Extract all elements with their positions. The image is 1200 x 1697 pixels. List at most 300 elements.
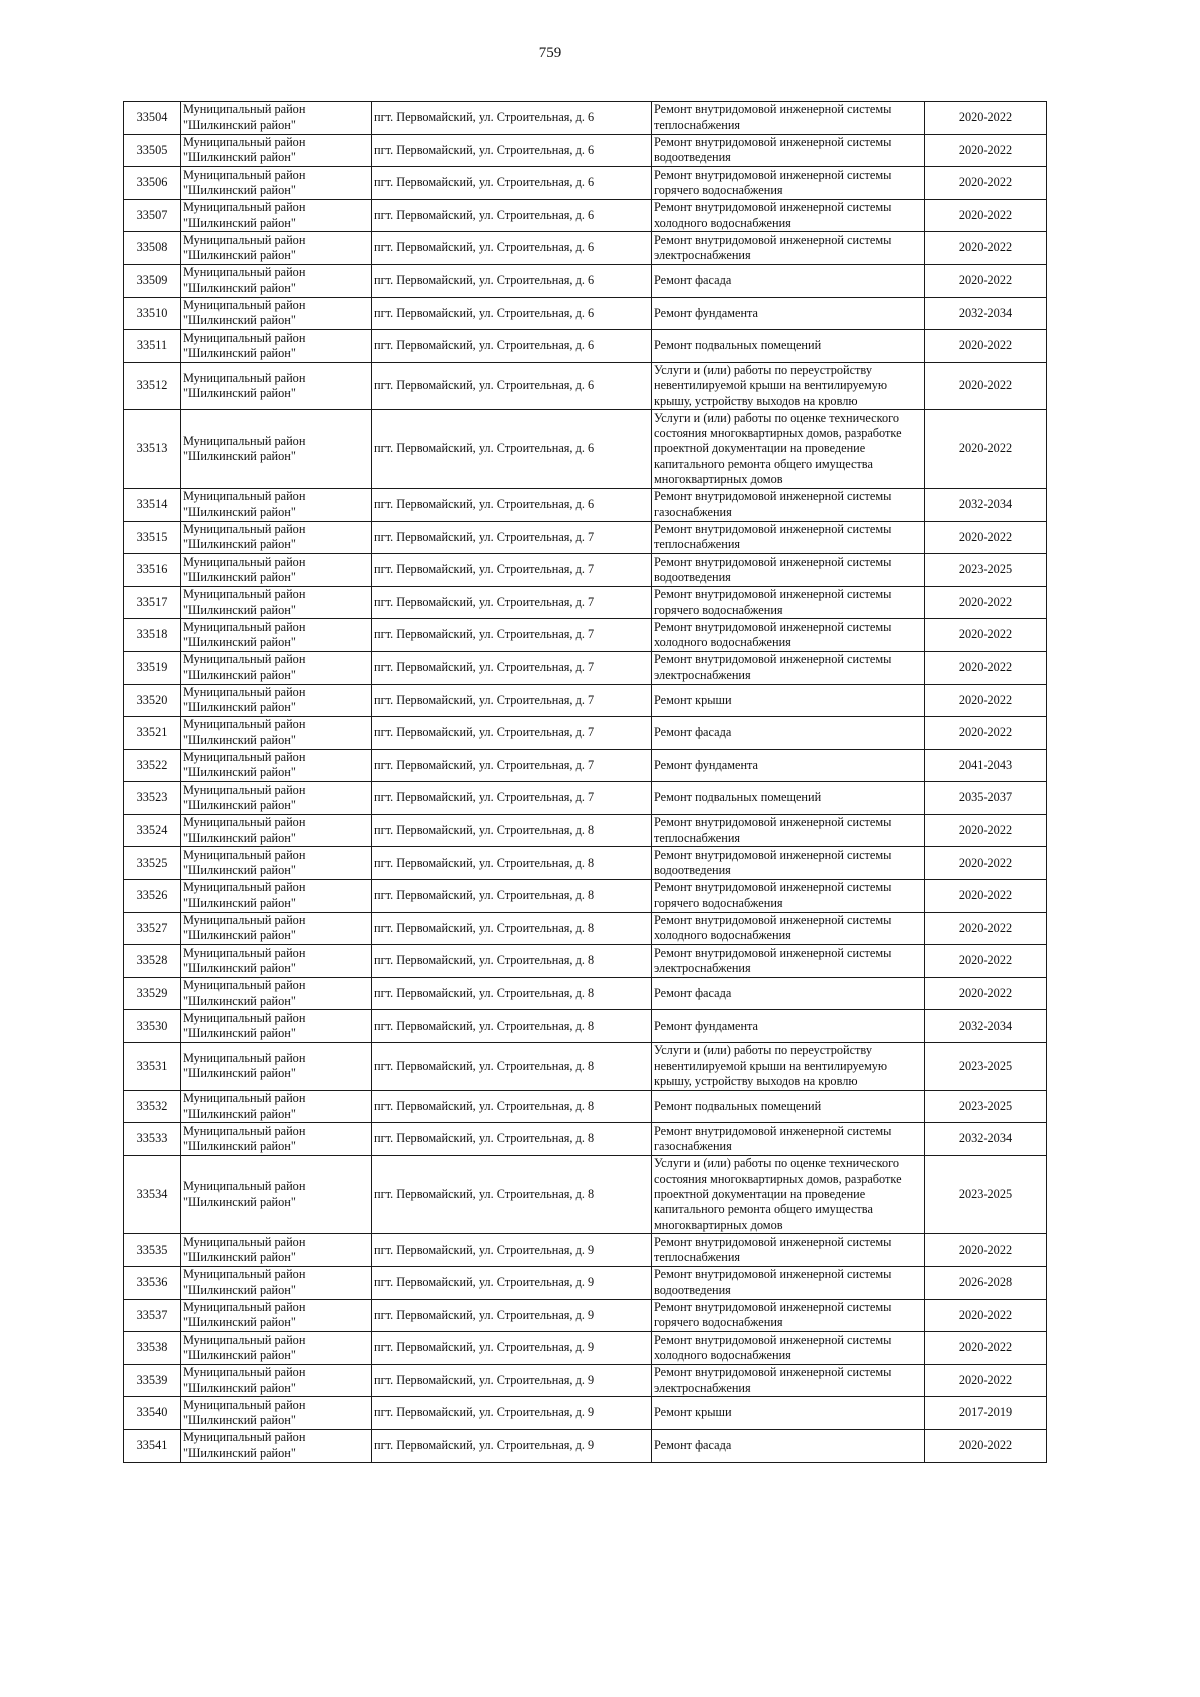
work-type-line: Ремонт внутридомовой инженерной системы: [654, 1234, 892, 1249]
municipality-cell: [181, 977, 372, 1010]
address-cell: пгт. Первомайский, ул. Строительная, д. 9: [372, 1364, 652, 1397]
row-number-cell: 33527: [124, 912, 181, 945]
work-type-line: многоквартирных домов: [654, 1217, 783, 1232]
work-type-cell: [652, 684, 925, 717]
municipality-line: "Шилкинский район": [183, 1282, 296, 1297]
period-cell: 2020-2022: [925, 199, 1047, 232]
work-type-line: крышу, устройству выходов на кровлю: [654, 393, 858, 408]
work-type-line: Ремонт внутридомовой инженерной системы: [654, 945, 892, 960]
municipality-cell: [181, 912, 372, 945]
period-cell: 2020-2022: [925, 102, 1047, 135]
municipality-line: "Шилкинский район": [183, 280, 296, 295]
work-type-line: горячего водоснабжения: [654, 602, 783, 617]
work-type-line: Ремонт внутридомовой инженерной системы: [654, 847, 892, 862]
municipality-cell: [181, 945, 372, 978]
work-type-line: Ремонт фундамента: [654, 757, 759, 772]
period-cell: 2020-2022: [925, 330, 1047, 363]
period-cell: 2020-2022: [925, 1332, 1047, 1365]
municipality-line: "Шилкинский район": [183, 1315, 296, 1330]
row-number-cell: 33524: [124, 814, 181, 847]
work-type-cell: [652, 1397, 925, 1430]
work-type-cell: [652, 717, 925, 750]
row-number-cell: 33509: [124, 264, 181, 297]
work-type-cell: [652, 1234, 925, 1267]
municipality-line: Муниципальный район: [183, 945, 306, 960]
municipality-cell: [181, 880, 372, 913]
row-number-cell: 33534: [124, 1155, 181, 1234]
period-cell: 2032-2034: [925, 1010, 1047, 1043]
municipality-line: Муниципальный район: [183, 815, 306, 830]
municipality-line: "Шилкинский район": [183, 117, 296, 132]
municipality-line: "Шилкинский район": [183, 635, 296, 650]
work-type-line: Ремонт внутридомовой инженерной системы: [654, 1123, 892, 1138]
municipality-line: "Шилкинский район": [183, 700, 296, 715]
work-type-cell: [652, 1123, 925, 1156]
work-type-line: Ремонт внутридомовой инженерной системы: [654, 1365, 892, 1380]
period-cell: 2020-2022: [925, 1429, 1047, 1462]
work-type-cell: [652, 1090, 925, 1123]
table-row: [124, 847, 1047, 880]
work-type-line: Услуги и (или) работы по оценке технического: [654, 1156, 899, 1171]
work-type-line: Ремонт фундамента: [654, 305, 759, 320]
work-type-cell: [652, 1429, 925, 1462]
municipality-line: "Шилкинский район": [183, 602, 296, 617]
municipality-line: "Шилкинский район": [183, 386, 296, 401]
work-type-line: Ремонт подвальных помещений: [654, 790, 822, 805]
municipality-line: "Шилкинский район": [183, 569, 296, 584]
table-row: [124, 1123, 1047, 1156]
municipality-line: "Шилкинский район": [183, 1347, 296, 1362]
work-type-cell: [652, 912, 925, 945]
row-number-cell: 33508: [124, 232, 181, 265]
municipality-line: "Шилкинский район": [183, 150, 296, 165]
municipality-line: Муниципальный район: [183, 1234, 306, 1249]
work-type-line: холодного водоснабжения: [654, 215, 791, 230]
municipality-cell: [181, 782, 372, 815]
work-type-line: Ремонт внутридомовой инженерной системы: [654, 1332, 892, 1347]
municipality-line: Муниципальный район: [183, 1179, 306, 1194]
work-type-line: газоснабжения: [654, 504, 732, 519]
municipality-line: "Шилкинский район": [183, 1445, 296, 1460]
period-cell: 2020-2022: [925, 651, 1047, 684]
municipality-line: Муниципальный район: [183, 1332, 306, 1347]
address-cell: пгт. Первомайский, ул. Строительная, д. 6: [372, 102, 652, 135]
work-type-cell: [652, 1043, 925, 1091]
municipality-cell: [181, 749, 372, 782]
table-row: [124, 1267, 1047, 1300]
row-number-cell: 33530: [124, 1010, 181, 1043]
row-number-cell: 33522: [124, 749, 181, 782]
municipality-line: Муниципальный район: [183, 1430, 306, 1445]
address-cell: пгт. Первомайский, ул. Строительная, д. 9: [372, 1299, 652, 1332]
municipality-cell: [181, 554, 372, 587]
work-type-line: газоснабжения: [654, 1139, 732, 1154]
municipality-line: Муниципальный район: [183, 684, 306, 699]
municipality-line: Муниципальный район: [183, 587, 306, 602]
municipality-cell: [181, 1397, 372, 1430]
work-type-line: невентилируемой крыши на вентилируемую: [654, 378, 888, 393]
period-cell: 2020-2022: [925, 847, 1047, 880]
row-number-cell: 33506: [124, 167, 181, 200]
work-type-cell: [652, 782, 925, 815]
address-cell: пгт. Первомайский, ул. Строительная, д. 7: [372, 782, 652, 815]
work-type-cell: [652, 1010, 925, 1043]
municipality-line: "Шилкинский район": [183, 830, 296, 845]
page-number: 759: [538, 45, 562, 61]
work-type-cell: [652, 264, 925, 297]
table-row: [124, 1364, 1047, 1397]
work-type-line: Ремонт крыши: [654, 1405, 732, 1420]
row-number-cell: 33538: [124, 1332, 181, 1365]
municipality-line: Муниципальный район: [183, 619, 306, 634]
municipality-line: "Шилкинский район": [183, 449, 296, 464]
municipality-cell: [181, 1267, 372, 1300]
work-type-line: Ремонт внутридомовой инженерной системы: [654, 134, 892, 149]
row-number-cell: 33535: [124, 1234, 181, 1267]
municipality-line: "Шилкинский район": [183, 895, 296, 910]
municipality-cell: [181, 1010, 372, 1043]
address-cell: пгт. Первомайский, ул. Строительная, д. 6: [372, 330, 652, 363]
work-type-cell: [652, 1155, 925, 1234]
address-cell: пгт. Первомайский, ул. Строительная, д. 7: [372, 619, 652, 652]
row-number-cell: 33540: [124, 1397, 181, 1430]
work-type-line: Услуги и (или) работы по переустройству: [654, 1043, 872, 1058]
work-type-line: теплоснабжения: [654, 117, 741, 132]
work-type-cell: [652, 488, 925, 521]
work-type-line: Ремонт внутридомовой инженерной системы: [654, 880, 892, 895]
municipality-cell: [181, 488, 372, 521]
municipality-line: Муниципальный район: [183, 1010, 306, 1025]
table-row: [124, 619, 1047, 652]
row-number-cell: 33518: [124, 619, 181, 652]
table-row: [124, 1234, 1047, 1267]
work-type-line: Ремонт фундамента: [654, 1018, 759, 1033]
work-type-cell: [652, 1332, 925, 1365]
municipality-line: "Шилкинский район": [183, 1106, 296, 1121]
municipality-line: Муниципальный район: [183, 717, 306, 732]
address-cell: пгт. Первомайский, ул. Строительная, д. 8: [372, 912, 652, 945]
period-cell: 2020-2022: [925, 586, 1047, 619]
address-cell: пгт. Первомайский, ул. Строительная, д. 7: [372, 554, 652, 587]
municipality-line: Муниципальный район: [183, 978, 306, 993]
table-row: [124, 362, 1047, 410]
period-cell: 2020-2022: [925, 912, 1047, 945]
municipality-line: "Шилкинский район": [183, 765, 296, 780]
period-cell: 2020-2022: [925, 619, 1047, 652]
municipality-line: "Шилкинский район": [183, 863, 296, 878]
work-type-line: Ремонт внутридомовой инженерной системы: [654, 102, 892, 117]
municipality-line: "Шилкинский район": [183, 1380, 296, 1395]
municipality-cell: [181, 297, 372, 330]
period-cell: 2020-2022: [925, 167, 1047, 200]
work-type-cell: [652, 167, 925, 200]
address-cell: пгт. Первомайский, ул. Строительная, д. 6: [372, 488, 652, 521]
municipality-line: Муниципальный район: [183, 782, 306, 797]
address-cell: пгт. Первомайский, ул. Строительная, д. 8: [372, 1123, 652, 1156]
period-cell: 2020-2022: [925, 362, 1047, 410]
row-number-cell: 33516: [124, 554, 181, 587]
work-type-line: Ремонт внутридомовой инженерной системы: [654, 913, 892, 928]
row-number-cell: 33515: [124, 521, 181, 554]
municipality-line: "Шилкинский район": [183, 248, 296, 263]
table-row: [124, 1299, 1047, 1332]
work-type-line: проектной документации на проведение: [654, 1186, 866, 1201]
municipality-line: "Шилкинский район": [183, 1066, 296, 1081]
period-cell: 2020-2022: [925, 945, 1047, 978]
table-row: [124, 814, 1047, 847]
table-row: [124, 945, 1047, 978]
municipality-line: Муниципальный район: [183, 330, 306, 345]
work-type-cell: [652, 330, 925, 363]
municipality-line: Муниципальный район: [183, 200, 306, 215]
municipality-cell: [181, 521, 372, 554]
municipality-line: "Шилкинский район": [183, 504, 296, 519]
row-number-cell: 33513: [124, 410, 181, 489]
municipality-line: Муниципальный район: [183, 265, 306, 280]
municipality-line: Муниципальный район: [183, 433, 306, 448]
municipality-line: Муниципальный район: [183, 1267, 306, 1282]
municipality-cell: [181, 586, 372, 619]
period-cell: 2032-2034: [925, 1123, 1047, 1156]
address-cell: пгт. Первомайский, ул. Строительная, д. 6: [372, 297, 652, 330]
work-type-line: холодного водоснабжения: [654, 928, 791, 943]
municipality-line: Муниципальный район: [183, 134, 306, 149]
municipality-line: Муниципальный район: [183, 880, 306, 895]
address-cell: пгт. Первомайский, ул. Строительная, д. 8: [372, 1043, 652, 1091]
municipality-line: "Шилкинский район": [183, 732, 296, 747]
table-body: [124, 102, 1047, 1463]
work-type-line: Ремонт фасада: [654, 725, 732, 740]
period-cell: 2020-2022: [925, 684, 1047, 717]
municipality-line: Муниципальный район: [183, 1397, 306, 1412]
work-type-line: состояния многоквартирных домов, разработке: [654, 1171, 902, 1186]
table-row: [124, 102, 1047, 135]
work-type-line: Ремонт внутридомовой инженерной системы: [654, 167, 892, 182]
table-row: [124, 912, 1047, 945]
municipality-line: Муниципальный район: [183, 521, 306, 536]
municipality-cell: [181, 362, 372, 410]
address-cell: пгт. Первомайский, ул. Строительная, д. 7: [372, 521, 652, 554]
period-cell: 2020-2022: [925, 880, 1047, 913]
work-type-line: электроснабжения: [654, 961, 751, 976]
municipality-line: "Шилкинский район": [183, 928, 296, 943]
work-type-cell: [652, 586, 925, 619]
municipality-line: Муниципальный район: [183, 913, 306, 928]
municipality-line: "Шилкинский район": [183, 1250, 296, 1265]
address-cell: пгт. Первомайский, ул. Строительная, д. 9: [372, 1234, 652, 1267]
work-type-line: Ремонт внутридомовой инженерной системы: [654, 200, 892, 215]
work-type-cell: [652, 410, 925, 489]
table-row: [124, 554, 1047, 587]
municipality-line: "Шилкинский район": [183, 1194, 296, 1209]
address-cell: пгт. Первомайский, ул. Строительная, д. 9: [372, 1332, 652, 1365]
work-type-cell: [652, 847, 925, 880]
work-type-line: водоотведения: [654, 569, 731, 584]
municipality-line: Муниципальный район: [183, 1299, 306, 1314]
table-row: [124, 1090, 1047, 1123]
table-row: [124, 1332, 1047, 1365]
work-type-line: водоотведения: [654, 1282, 731, 1297]
period-cell: 2032-2034: [925, 297, 1047, 330]
table-row: [124, 134, 1047, 167]
work-type-line: крышу, устройству выходов на кровлю: [654, 1074, 858, 1089]
row-number-cell: 33504: [124, 102, 181, 135]
work-type-cell: [652, 651, 925, 684]
work-type-cell: [652, 880, 925, 913]
period-cell: 2020-2022: [925, 1234, 1047, 1267]
table-row: [124, 880, 1047, 913]
period-cell: 2032-2034: [925, 488, 1047, 521]
municipality-cell: [181, 232, 372, 265]
work-type-line: Услуги и (или) работы по переустройству: [654, 362, 872, 377]
municipality-line: "Шилкинский район": [183, 798, 296, 813]
municipality-line: Муниципальный район: [183, 167, 306, 182]
table-row: [124, 1429, 1047, 1462]
table-row: [124, 1155, 1047, 1234]
address-cell: пгт. Первомайский, ул. Строительная, д. 7: [372, 717, 652, 750]
table-row: [124, 488, 1047, 521]
work-type-line: электроснабжения: [654, 667, 751, 682]
work-type-line: Ремонт внутридомовой инженерной системы: [654, 489, 892, 504]
table-row: [124, 297, 1047, 330]
municipality-line: "Шилкинский район": [183, 215, 296, 230]
table-row: [124, 586, 1047, 619]
work-type-line: теплоснабжения: [654, 1250, 741, 1265]
table-row: [124, 264, 1047, 297]
work-type-cell: [652, 521, 925, 554]
period-cell: 2020-2022: [925, 1364, 1047, 1397]
capital-repair-table: [123, 101, 1047, 1463]
table-row: [124, 521, 1047, 554]
municipality-line: Муниципальный район: [183, 554, 306, 569]
municipality-cell: [181, 410, 372, 489]
row-number-cell: 33511: [124, 330, 181, 363]
municipality-cell: [181, 102, 372, 135]
table-row: [124, 232, 1047, 265]
work-type-line: состояния многоквартирных домов, разработке: [654, 426, 902, 441]
row-number-cell: 33510: [124, 297, 181, 330]
municipality-cell: [181, 717, 372, 750]
address-cell: пгт. Первомайский, ул. Строительная, д. 9: [372, 1267, 652, 1300]
address-cell: пгт. Первомайский, ул. Строительная, д. 7: [372, 684, 652, 717]
work-type-line: капитального ремонта общего имущества: [654, 456, 873, 471]
municipality-line: "Шилкинский район": [183, 313, 296, 328]
work-type-line: Ремонт внутридомовой инженерной системы: [654, 554, 892, 569]
work-type-line: Ремонт внутридомовой инженерной системы: [654, 815, 892, 830]
work-type-cell: [652, 977, 925, 1010]
municipality-line: Муниципальный район: [183, 489, 306, 504]
table-row: [124, 1010, 1047, 1043]
work-type-line: Ремонт внутридомовой инженерной системы: [654, 232, 892, 247]
table-row: [124, 977, 1047, 1010]
municipality-cell: [181, 814, 372, 847]
municipality-cell: [181, 264, 372, 297]
municipality-cell: [181, 330, 372, 363]
period-cell: 2017-2019: [925, 1397, 1047, 1430]
table-row: [124, 330, 1047, 363]
work-type-line: Ремонт внутридомовой инженерной системы: [654, 587, 892, 602]
municipality-line: Муниципальный район: [183, 1050, 306, 1065]
municipality-line: "Шилкинский район": [183, 961, 296, 976]
municipality-line: "Шилкинский район": [183, 182, 296, 197]
municipality-cell: [181, 684, 372, 717]
work-type-line: Ремонт фасада: [654, 985, 732, 1000]
municipality-line: Муниципальный район: [183, 1123, 306, 1138]
work-type-line: горячего водоснабжения: [654, 182, 783, 197]
row-number-cell: 33520: [124, 684, 181, 717]
work-type-line: Ремонт фасада: [654, 1438, 732, 1453]
work-type-line: Ремонт подвальных помещений: [654, 338, 822, 353]
address-cell: пгт. Первомайский, ул. Строительная, д. 6: [372, 134, 652, 167]
address-cell: пгт. Первомайский, ул. Строительная, д. 7: [372, 586, 652, 619]
table-row: [124, 167, 1047, 200]
period-cell: 2020-2022: [925, 410, 1047, 489]
work-type-line: Ремонт внутридомовой инженерной системы: [654, 619, 892, 634]
work-type-cell: [652, 102, 925, 135]
table-row: [124, 1397, 1047, 1430]
address-cell: пгт. Первомайский, ул. Строительная, д. 7: [372, 651, 652, 684]
period-cell: 2020-2022: [925, 134, 1047, 167]
work-type-cell: [652, 232, 925, 265]
work-type-cell: [652, 362, 925, 410]
work-type-line: электроснабжения: [654, 248, 751, 263]
address-cell: пгт. Первомайский, ул. Строительная, д. 8: [372, 880, 652, 913]
work-type-cell: [652, 749, 925, 782]
table-row: [124, 410, 1047, 489]
work-type-line: водоотведения: [654, 863, 731, 878]
row-number-cell: 33529: [124, 977, 181, 1010]
municipality-line: "Шилкинский район": [183, 1139, 296, 1154]
work-type-line: капитального ремонта общего имущества: [654, 1202, 873, 1217]
period-cell: 2020-2022: [925, 977, 1047, 1010]
work-type-line: горячего водоснабжения: [654, 1315, 783, 1330]
municipality-line: Муниципальный район: [183, 750, 306, 765]
address-cell: пгт. Первомайский, ул. Строительная, д. 8: [372, 945, 652, 978]
municipality-line: Муниципальный район: [183, 1365, 306, 1380]
municipality-cell: [181, 1043, 372, 1091]
period-cell: 2020-2022: [925, 717, 1047, 750]
address-cell: пгт. Первомайский, ул. Строительная, д. 6: [372, 410, 652, 489]
row-number-cell: 33519: [124, 651, 181, 684]
row-number-cell: 33507: [124, 199, 181, 232]
municipality-line: "Шилкинский район": [183, 1413, 296, 1428]
period-cell: 2026-2028: [925, 1267, 1047, 1300]
work-type-line: теплоснабжения: [654, 537, 741, 552]
work-type-cell: [652, 297, 925, 330]
municipality-line: Муниципальный район: [183, 370, 306, 385]
address-cell: пгт. Первомайский, ул. Строительная, д. 6: [372, 167, 652, 200]
period-cell: 2020-2022: [925, 814, 1047, 847]
address-cell: пгт. Первомайский, ул. Строительная, д. 8: [372, 1155, 652, 1234]
period-cell: 2023-2025: [925, 554, 1047, 587]
row-number-cell: 33512: [124, 362, 181, 410]
row-number-cell: 33505: [124, 134, 181, 167]
row-number-cell: 33531: [124, 1043, 181, 1091]
municipality-cell: [181, 1364, 372, 1397]
period-cell: 2041-2043: [925, 749, 1047, 782]
municipality-cell: [181, 1155, 372, 1234]
work-type-cell: [652, 945, 925, 978]
municipality-line: "Шилкинский район": [183, 537, 296, 552]
municipality-line: Муниципальный район: [183, 232, 306, 247]
work-type-line: горячего водоснабжения: [654, 895, 783, 910]
work-type-line: невентилируемой крыши на вентилируемую: [654, 1058, 888, 1073]
municipality-cell: [181, 134, 372, 167]
work-type-line: электроснабжения: [654, 1380, 751, 1395]
municipality-line: "Шилкинский район": [183, 667, 296, 682]
work-type-cell: [652, 554, 925, 587]
table-row: [124, 717, 1047, 750]
